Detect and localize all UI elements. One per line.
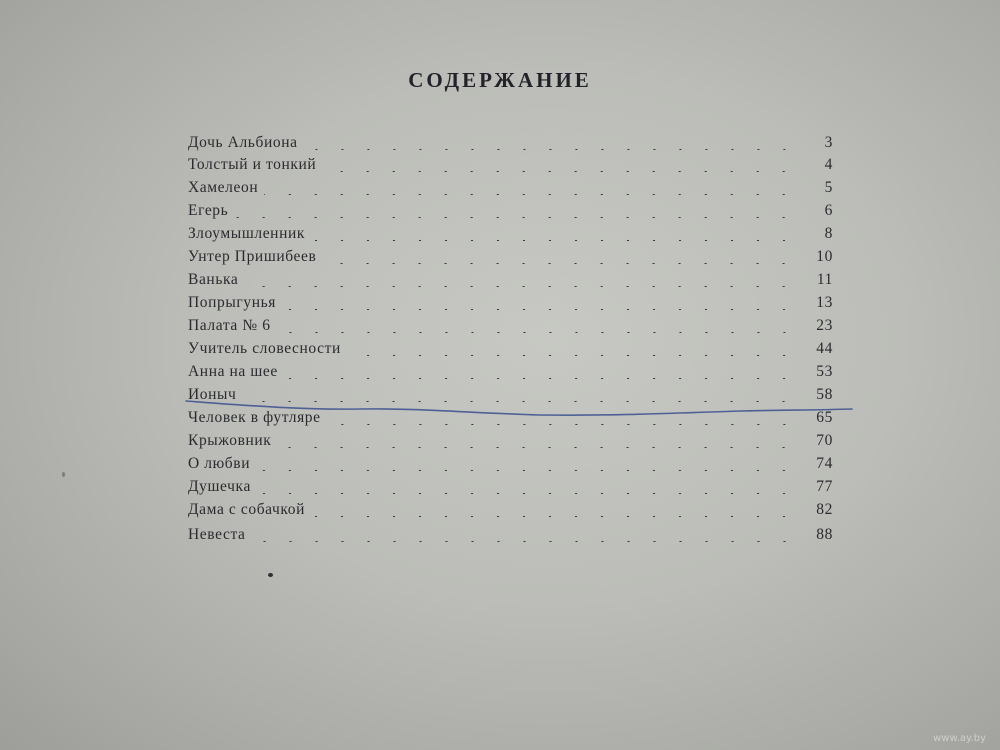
toc-entry-page-number: 65 — [816, 409, 833, 426]
toc-entry-title: Толстый и тонкий — [188, 156, 317, 173]
toc-entry-title: Ионыч — [188, 386, 237, 403]
toc-entry-page-number: 70 — [816, 432, 833, 449]
paper-speck — [62, 472, 65, 477]
toc-entry-title: Палата № 6 — [188, 317, 271, 334]
toc-entry-title: Попрыгунья — [188, 294, 277, 311]
paper-speck — [268, 573, 273, 577]
toc-entry-title: Душечка — [188, 478, 251, 495]
toc-entry-page-number: 23 — [816, 317, 833, 334]
toc-entry-page-number: 77 — [816, 478, 833, 495]
watermark: www.ay.by — [933, 733, 986, 744]
toc-entry-page-number: 58 — [816, 386, 833, 403]
toc-entry-title: Ванька — [188, 271, 239, 288]
toc-entry-title: Егерь — [188, 202, 229, 219]
toc-entry-title: Дама с собачкой — [188, 501, 306, 518]
toc-entry-page-number: 53 — [816, 363, 833, 380]
toc-entry-title: Человек в футляре — [188, 409, 321, 426]
toc-entry-title: Хамелеон — [188, 179, 259, 196]
toc-entry-page-number: 8 — [824, 225, 833, 242]
toc-entry-page-number: 11 — [816, 271, 833, 288]
toc-entry-page-number: 74 — [816, 455, 833, 472]
toc-entry-page-number: 82 — [816, 501, 833, 518]
toc-entry-title: Учитель словесности — [188, 340, 341, 357]
toc-entry-title: Анна на шее — [188, 363, 278, 380]
toc-entry-page-number: 4 — [824, 156, 833, 173]
toc-entry-page-number: 44 — [816, 340, 833, 357]
toc-entry-page-number: 3 — [824, 134, 833, 151]
toc-entry-title: Злоумышленник — [188, 225, 305, 242]
toc-entry-title: Унтер Пришибеев — [188, 248, 317, 265]
toc-entry-title: Невеста — [188, 526, 246, 543]
toc-entry-page-number: 5 — [824, 179, 833, 196]
page-title: СОДЕРЖАНИЕ — [408, 68, 592, 92]
toc-entry-title: О любви — [188, 455, 251, 472]
toc-entry-title: Дочь Альбиона — [188, 134, 298, 151]
toc-entry-page-number: 88 — [816, 526, 833, 543]
toc-entry-page-number: 13 — [816, 294, 833, 311]
toc-entry-page-number: 6 — [824, 202, 833, 219]
toc-entry-page-number: 10 — [816, 248, 833, 265]
toc-entry-title: Крыжовник — [188, 432, 272, 449]
